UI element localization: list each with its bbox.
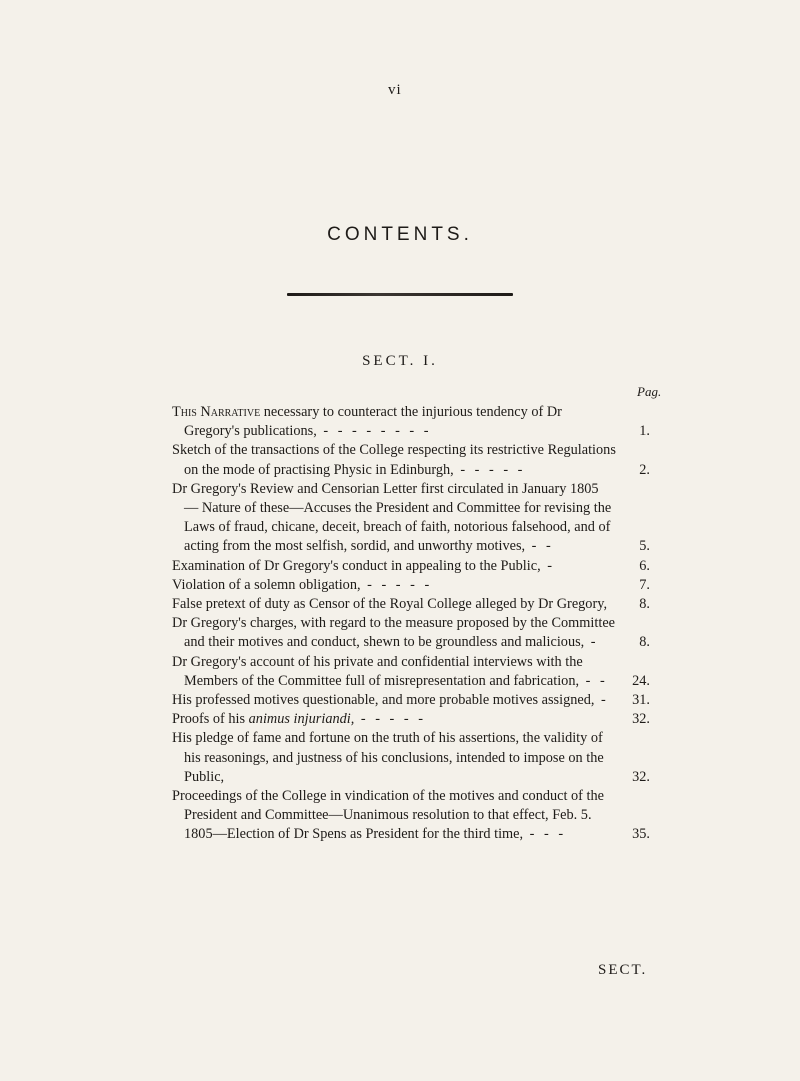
entry-text: False pretext of duty as Censor of the Royal College alleged by Dr Gregory, — [172, 596, 608, 613]
contents-entry — [172, 653, 650, 691]
entry-text: His pledge of fame and fortune on the truth of his assertions, the validity of his reasonings, and justness of his conclusions, intended to impose on the Public, — [172, 730, 604, 785]
entry-text: Proceedings of the College in vindication of the motives and conduct of the President and Committee—Unanimous resolution to that effect, Feb. 5. 1805—Election of Dr Spens as President for the third time, — [172, 788, 604, 843]
entry-leader: - - - - - — [354, 711, 426, 728]
contents-entry — [172, 691, 650, 710]
entry-leader: - - — [525, 538, 554, 555]
entry-page: 31. — [632, 692, 650, 709]
contents-entry — [172, 787, 650, 845]
entry-page: 24. — [632, 672, 650, 689]
entry-leader: - — [584, 634, 599, 651]
entry-lead: This Narrative — [172, 404, 261, 420]
entry-page: 1. — [639, 423, 650, 440]
section-heading: SECT. I. — [362, 353, 438, 369]
entry-leader: - - — [579, 672, 608, 689]
contents-entry — [172, 480, 650, 557]
contents-entry — [172, 557, 650, 576]
entry-text: Sketch of the transactions of the College respecting its restrictive Regulations on the mode of practising Physic in Edinburgh, — [172, 442, 616, 478]
contents-entry — [172, 441, 650, 479]
entry-page: 8. — [639, 634, 650, 651]
entry-page: 35. — [632, 826, 650, 843]
entry-italic: animus injuriandi, — [248, 711, 355, 728]
contents-entry — [172, 576, 650, 595]
entry-leader: - — [540, 557, 555, 574]
catchword: SECT. — [598, 962, 648, 978]
entry-page: 32. — [632, 711, 650, 728]
entry-page: 5. — [639, 538, 650, 555]
page-number: vi — [388, 82, 402, 98]
entry-text: Proofs of his — [172, 711, 249, 728]
page-column-label: Pag. — [637, 384, 662, 399]
entry-page: 8. — [639, 596, 650, 613]
entry-text: Violation of a solemn obligation, — [172, 576, 361, 593]
entry-text: necessary to counteract the injurious tendency of Dr Gregory's publications, — [184, 404, 562, 440]
ornamental-rule — [287, 293, 513, 296]
entry-text: Dr Gregory's account of his private and confidential interviews with the Members of the Committee full of misrepresentation and fabrication, — [172, 653, 583, 689]
entry-leader: - - - - - — [360, 576, 433, 593]
entry-page: 6. — [639, 557, 650, 574]
entry-leader: - - - — [523, 826, 567, 843]
entry-text: Dr Gregory's charges, with regard to the measure proposed by the Committee and their motives and conduct, shewn to be groundless and malicious, — [172, 615, 616, 651]
entry-leader: - - - - - - - - — [316, 423, 432, 440]
entry-page: 32. — [632, 768, 650, 785]
entry-text: His professed motives questionable, and more probable motives assigned, — [172, 692, 595, 709]
contents-entry — [172, 595, 650, 614]
contents-entry — [172, 729, 650, 787]
entry-page: 7. — [639, 576, 650, 593]
contents-entry — [172, 614, 650, 652]
contents-entry — [172, 710, 650, 729]
contents-entry — [172, 403, 650, 441]
entry-leader: - - - - - — [453, 461, 526, 478]
contents-list — [172, 403, 650, 845]
entry-leader: - — [594, 692, 609, 709]
entry-text: Examination of Dr Gregory's conduct in appealing to the Public, — [172, 557, 541, 574]
page-title: CONTENTS. — [327, 224, 473, 245]
entry-text: Dr Gregory's Review and Censorian Letter first circulated in January 1805 — Nature of these—Accuses the President and Committee for revising the Laws of fraud, chicane, deceit, breach of faith, notorious falsehood, and of acting from the most selfish, sordid, and unworthy motives, — [172, 480, 612, 555]
entry-page: 2. — [639, 461, 650, 478]
